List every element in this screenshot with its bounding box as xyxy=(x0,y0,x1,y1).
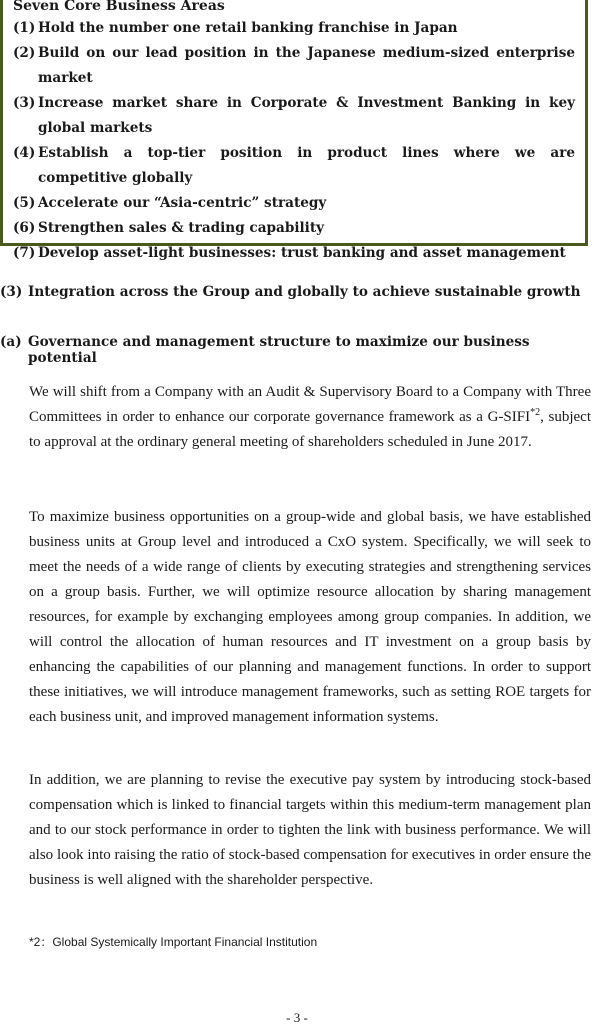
core-area-number: (4) xyxy=(13,145,36,161)
paragraph-text: We will shift from a Company with an Audit & Supervisory Board to a Company with Three Committees in order to enhance our corporate governance framework as a G-SIFI xyxy=(29,384,591,425)
core-area-text: Increase market share in Corporate & Investment Banking in key global markets xyxy=(38,95,575,136)
core-area-text: Strengthen sales & trading capability xyxy=(38,220,324,236)
core-area-item xyxy=(13,141,575,191)
footnote-marker: *2 xyxy=(530,407,541,418)
paragraph-text: , subject to approval at the ordinary general meeting of shareholders scheduled in June 2017. xyxy=(29,409,591,450)
core-area-item xyxy=(13,16,575,41)
subsection-heading xyxy=(0,334,594,366)
core-area-text: Establish a top-tier position in product lines where we are competitive globally xyxy=(38,145,575,186)
core-area-text: Develop asset-light businesses: trust banking and asset management xyxy=(38,245,566,261)
section-heading xyxy=(0,284,581,300)
core-area-text: Build on our lead position in the Japanese medium-sized enterprise market xyxy=(38,45,575,86)
subsection-number: (a) xyxy=(0,334,22,350)
core-area-item xyxy=(13,91,575,141)
core-area-number: (1) xyxy=(13,20,36,36)
subsection-title: Governance and management structure to maximize our business potential xyxy=(28,334,530,366)
core-area-item xyxy=(13,191,575,216)
section-number: (3) xyxy=(0,284,23,300)
paragraph-business-units: To maximize business opportunities on a group-wide and global basis, we have established business units at Group level and introduced a CxO system. Specifically, we will seek to meet the needs of a wide range of clients by executing strategies and strengthening services on a group basis. Further, we will optimize resource allocation by sharing management resources, for example by exchanging employees among group companies. In addition, we will control the allocation of human resources and IT investment on a group basis by enhancing the capabilities of our planning and management functions. In order to support these initiatives, we will introduce management frameworks, such as setting ROE targets for each business unit, and improved management information systems. xyxy=(29,509,591,725)
paragraph-governance xyxy=(29,380,591,455)
core-area-item xyxy=(13,41,575,91)
core-area-item xyxy=(13,241,575,266)
footnote: *2：Global Systemically Important Financial Institution xyxy=(29,935,318,949)
core-area-number: (7) xyxy=(13,245,36,261)
paragraph-executive-pay: In addition, we are planning to revise the executive pay system by introducing stock-based compensation which is linked to financial targets within this medium-term management plan and to our stock performance in order to tighten the link with business performance. We will also look into raising the ratio of stock-based compensation for executives in order ensure the business is well aligned with the shareholder perspective. xyxy=(29,772,591,888)
core-area-text: Accelerate our “Asia-centric” strategy xyxy=(38,195,327,211)
core-area-number: (6) xyxy=(13,220,36,236)
core-area-text: Hold the number one retail banking franchise in Japan xyxy=(38,20,458,36)
core-area-number: (3) xyxy=(13,95,36,111)
core-area-number: (2) xyxy=(13,45,36,61)
section-title: Integration across the Group and globally to achieve sustainable growth xyxy=(28,284,581,300)
core-business-areas-box xyxy=(0,0,588,261)
core-area-item xyxy=(13,216,575,241)
core-business-areas-title: Seven Core Business Areas xyxy=(13,0,225,14)
core-area-number: (5) xyxy=(13,195,36,211)
page-number: - 3 - xyxy=(286,1010,308,1025)
